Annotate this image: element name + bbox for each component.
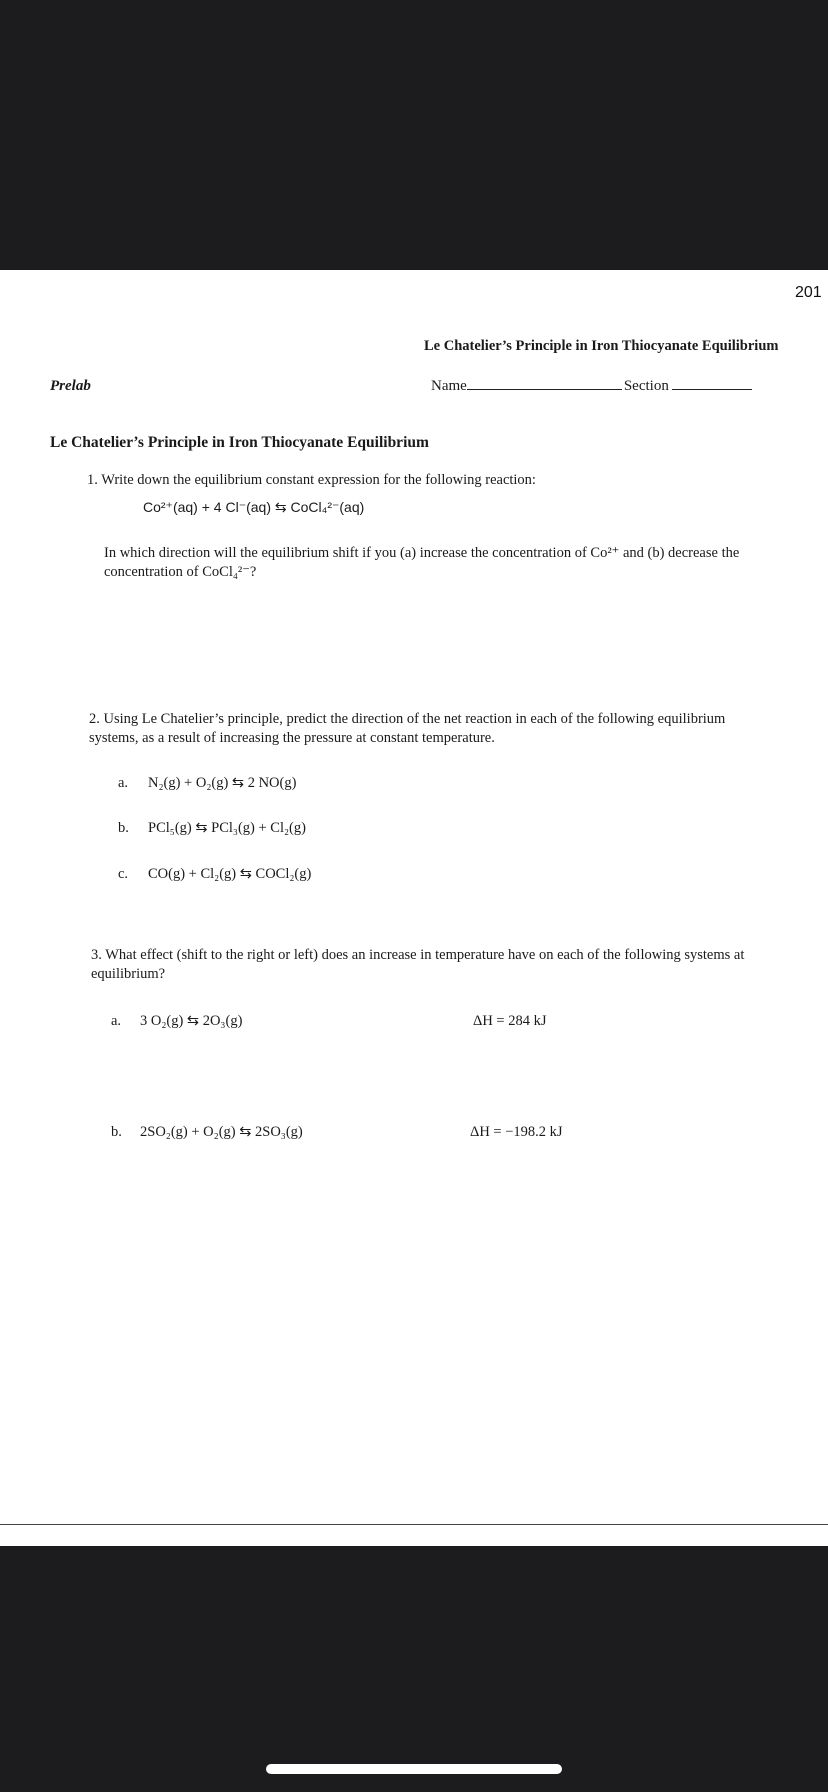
question-3-text: What effect (shift to the right or left) does an increase in temperature have on each of the following systems at equilibrium?	[91, 947, 745, 982]
prelab-label: Prelab	[50, 378, 91, 394]
item-label: b.	[118, 820, 129, 836]
page-bottom-rule	[0, 1524, 828, 1525]
item-label: a.	[111, 1013, 122, 1029]
reaction: CO(g) + Cl₂(g) ⇆ COCl₂(g)	[148, 866, 312, 882]
question-2-text: Using Le Chatelier’s principle, predict the direction of the net reaction in each of the following equilibrium systems, as a result of increasing the pressure at constant temperature.	[89, 711, 726, 746]
question-1-reaction: Co²⁺(aq) + 4 Cl⁻(aq) ⇆ CoCl₄²⁻(aq)	[143, 499, 365, 515]
question-3-item-a	[111, 1013, 242, 1030]
question-2-number: 2.	[89, 711, 100, 727]
question-1-followup: In which direction will the equilibrium shift if you (a) increase the concentration of Co²⁺ and (b) decrease the concentration of CoCl₄²⁻?	[104, 545, 740, 580]
bottom-area	[0, 1546, 828, 1792]
question-1-text: Write down the equilibrium constant expression for the following reaction:	[101, 472, 536, 488]
question-1	[87, 471, 536, 490]
question-3-item-a-enthalpy: ΔH = 284 kJ	[473, 1013, 547, 1029]
reaction: 3 O₂(g) ⇆ 2O₃(g)	[140, 1013, 243, 1029]
question-3-item-b-enthalpy: ΔH = −198.2 kJ	[470, 1124, 563, 1140]
question-2	[89, 710, 775, 748]
reaction: PCl₅(g) ⇆ PCl₃(g) + Cl₂(g)	[148, 820, 306, 836]
reaction: N₂(g) + O₂(g) ⇆ 2 NO(g)	[148, 775, 297, 791]
question-3-number: 3.	[91, 947, 102, 963]
home-indicator[interactable]	[266, 1764, 562, 1774]
status-area	[0, 0, 828, 270]
document-page	[0, 270, 828, 1546]
name-section-line	[431, 377, 752, 395]
item-label: a.	[118, 775, 129, 791]
question-3-item-b	[111, 1124, 303, 1141]
item-label: b.	[111, 1124, 122, 1140]
running-header: Le Chatelier’s Principle in Iron Thiocyanate Equilibrium	[424, 338, 779, 354]
section-blank	[672, 377, 752, 390]
section-label: Section	[623, 378, 669, 394]
question-2-item-b	[118, 820, 306, 837]
question-2-item-a	[118, 775, 296, 792]
question-3	[91, 946, 777, 984]
name-label: Name	[431, 378, 467, 394]
question-2-item-c	[118, 866, 311, 883]
page-number: 201	[795, 284, 822, 301]
item-label: c.	[118, 866, 129, 882]
question-1-number: 1.	[87, 472, 98, 488]
reaction: 2SO₂(g) + O₂(g) ⇆ 2SO₃(g)	[140, 1124, 303, 1140]
name-blank	[467, 377, 622, 390]
section-title: Le Chatelier’s Principle in Iron Thiocyanate Equilibrium	[50, 434, 429, 451]
